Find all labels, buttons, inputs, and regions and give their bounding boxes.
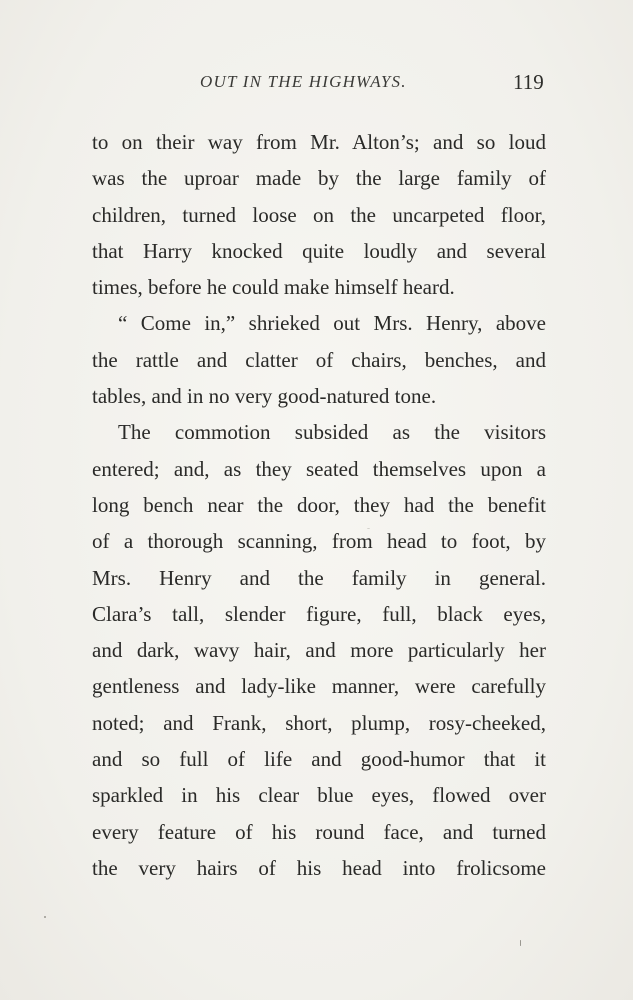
running-header xyxy=(0,72,633,102)
text-line: gentleness and lady-like manner, were carefully xyxy=(92,674,546,699)
text-line: sparkled in his clear blue eyes, flowed over xyxy=(92,783,546,808)
text-line: long bench near the door, they had the benefit xyxy=(92,492,546,517)
text-line: Mrs. Henry and the family in general. xyxy=(92,565,546,590)
text-line: the very hairs of his head into frolicsome xyxy=(92,855,546,880)
text-line: the rattle and clatter of chairs, benches, and xyxy=(92,347,546,372)
text-line: that Harry knocked quite loudly and several xyxy=(92,238,546,263)
text-line: Clara’s tall, slender figure, full, black eyes, xyxy=(92,601,546,626)
text-line: and dark, wavy hair, and more particularly her xyxy=(92,638,546,663)
body-text xyxy=(92,124,546,886)
text-line: times, before he could make himself heard. xyxy=(92,275,455,300)
text-line: The commotion subsided as the visitors xyxy=(118,420,546,445)
paper-speck xyxy=(520,940,521,946)
text-line: entered; and, as they seated themselves upon a xyxy=(92,456,546,481)
text-line: to on their way from Mr. Alton’s; and so loud xyxy=(92,130,546,154)
paper-speck xyxy=(44,916,46,918)
paper-speck xyxy=(367,528,370,529)
page-number: 119 xyxy=(513,70,544,94)
text-line: tables, and in no very good-natured tone. xyxy=(92,384,437,409)
text-line: and so full of life and good-humor that it xyxy=(92,747,546,772)
text-line: of a thorough scanning, from head to foot, by xyxy=(92,529,546,554)
text-line: every feature of his round face, and turned xyxy=(92,819,546,844)
text-line: was the uproar made by the large family of xyxy=(92,166,546,191)
text-line: noted; and Frank, short, plump, rosy-cheeked, xyxy=(92,710,546,735)
text-line: children, turned loose on the uncarpeted floor, xyxy=(92,202,546,227)
running-title: OUT IN THE HIGHWAYS. xyxy=(200,72,407,91)
text-line: “ Come in,” shrieked out Mrs. Henry, above xyxy=(118,311,546,336)
